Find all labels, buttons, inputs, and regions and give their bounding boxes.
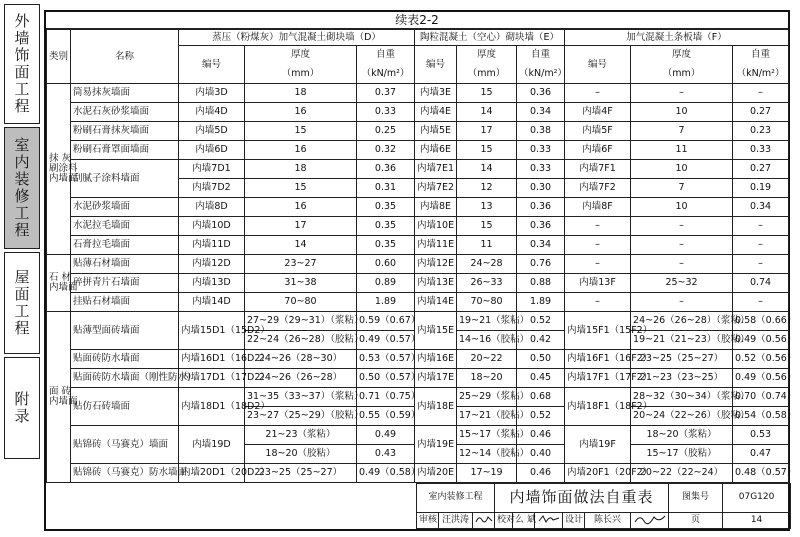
table-cell: – xyxy=(733,255,789,274)
table-cell: 内墙20E xyxy=(415,464,457,483)
table-cell: 0.40 xyxy=(517,445,565,464)
table-cell: 0.46 xyxy=(517,464,565,483)
table-cell: 10 xyxy=(631,198,733,217)
table-cell: 24~26（26~28）（浆粘） xyxy=(631,312,733,331)
row-name: 水泥拉毛墙面 xyxy=(71,217,179,236)
table-cell: 0.36 xyxy=(357,160,415,179)
table-cell: – xyxy=(631,236,733,255)
table-cell: 内墙13F xyxy=(565,274,631,293)
table-cell: – xyxy=(565,217,631,236)
row-name: 贴锦砖（马赛克）墙面 xyxy=(71,426,179,464)
header-thickness-d: 厚度 （mm） xyxy=(245,46,357,84)
table-cell: 内墙7E1 xyxy=(415,160,457,179)
table-cell: 内墙20F1（20F2） xyxy=(565,464,631,483)
table-cell: 0.43 xyxy=(357,445,415,464)
table-cell: 10 xyxy=(631,160,733,179)
table-cell: 内墙19D xyxy=(179,426,245,464)
table-cell: 内墙8E xyxy=(415,198,457,217)
tb-review-label: 审核 xyxy=(417,512,439,528)
tb-check-signature xyxy=(535,512,563,528)
table-cell: 0.27 xyxy=(733,160,789,179)
table-cell: 内墙7D1 xyxy=(179,160,245,179)
table-cell: 7 xyxy=(631,179,733,198)
table-cell: 0.42 xyxy=(517,331,565,350)
table-cell: 0.27 xyxy=(733,103,789,122)
side-tab-appendix[interactable] xyxy=(4,357,40,459)
table-cell: 0.53（0.57） xyxy=(357,350,415,369)
side-tab-label: 附录 xyxy=(12,391,31,425)
table-cell: 24~26（28~30） xyxy=(245,350,357,369)
table-cell: 0.52 xyxy=(517,312,565,331)
table-cell: 23~25（25~27） xyxy=(631,350,733,369)
table-cell: – xyxy=(565,84,631,103)
table-cell: 内墙8D xyxy=(179,198,245,217)
tb-page-label: 页 xyxy=(669,512,723,528)
table-row xyxy=(47,350,789,369)
table-cell: 0.31 xyxy=(357,179,415,198)
table-cell: 内墙11D xyxy=(179,236,245,255)
header-group-e: 陶粒混凝土（空心）砌块墙（E） xyxy=(415,30,565,46)
table-cell: 24~28 xyxy=(457,255,517,274)
table-cell: 28~32（30~34）（浆粘） xyxy=(631,388,733,407)
table-cell: 70~80 xyxy=(457,293,517,312)
table-cell: 0.60 xyxy=(357,255,415,274)
table-row xyxy=(47,464,789,483)
table-cell: 0.33 xyxy=(517,141,565,160)
table-cell: 内墙7F1 xyxy=(565,160,631,179)
table-cell: 15~17（胶粘） xyxy=(631,445,733,464)
header-thickness-e: 厚度 （mm） xyxy=(457,46,517,84)
tb-check-label: 校对 xyxy=(495,512,513,528)
table-cell: 内墙16E xyxy=(415,350,457,369)
table-cell: 0.33 xyxy=(357,103,415,122)
table-cell: 内墙4E xyxy=(415,103,457,122)
table-cell: 内墙20D1（20D2） xyxy=(179,464,245,483)
table-cell: 0.35 xyxy=(357,217,415,236)
table-row xyxy=(47,160,789,179)
table-row xyxy=(47,236,789,255)
table-cell: 内墙15E xyxy=(415,312,457,350)
table-cell: 0.35 xyxy=(357,198,415,217)
tb-reviewer: 汪洪涛 xyxy=(439,512,473,528)
table-cell: 内墙18F1（18F2） xyxy=(565,388,631,426)
table-cell: 0.33 xyxy=(517,160,565,179)
table-cell: 0.54（0.58） xyxy=(733,407,789,426)
table-cell: 15 xyxy=(245,179,357,198)
table-cell: 内墙6F xyxy=(565,141,631,160)
table-cell: 0.89 xyxy=(357,274,415,293)
category-stone: 石 材 内墙面 xyxy=(47,255,71,312)
weight-table xyxy=(46,29,797,483)
category-tile: 面 砖 内墙面 xyxy=(47,312,71,483)
side-tab-label: 外墙饰面工程 xyxy=(12,13,31,115)
table-row xyxy=(47,312,789,331)
table-cell: 内墙4F xyxy=(565,103,631,122)
table-cell: 内墙11E xyxy=(415,236,457,255)
table-cell: 11 xyxy=(457,236,517,255)
table-cell: 17~19 xyxy=(457,464,517,483)
table-cell: 内墙17F1（17F2） xyxy=(565,369,631,388)
table-cell: 0.88 xyxy=(517,274,565,293)
table-cell: 16 xyxy=(245,198,357,217)
table-cell: 内墙14E xyxy=(415,293,457,312)
row-name: 贴面砖防水墙面 xyxy=(71,350,179,369)
table-cell: 0.49（0.57） xyxy=(357,331,415,350)
table-cell: – xyxy=(733,217,789,236)
row-name: 挂贴石材墙面 xyxy=(71,293,179,312)
table-cell: 17 xyxy=(457,122,517,141)
table-caption: 续表2-2 xyxy=(46,12,788,29)
table-cell: 15 xyxy=(245,122,357,141)
table-cell: 0.68 xyxy=(517,388,565,407)
table-cell: 0.74 xyxy=(733,274,789,293)
tb-title: 内墙饰面做法自重表 xyxy=(495,484,669,513)
table-cell: 内墙17D1（17D2） xyxy=(179,369,245,388)
table-cell: 0.50 xyxy=(517,350,565,369)
table-cell: – xyxy=(631,84,733,103)
table-cell: 16 xyxy=(245,141,357,160)
table-cell: 23~27 xyxy=(245,255,357,274)
table-cell: 内墙15F1（15F2） xyxy=(565,312,631,350)
table-cell: 0.58（0.66） xyxy=(733,312,789,331)
table-cell: 16 xyxy=(245,103,357,122)
row-name: 贴仿石砖墙面 xyxy=(71,388,179,426)
table-row xyxy=(47,369,789,388)
table-cell: 18~20（浆粘） xyxy=(631,426,733,445)
row-name: 粉刷石膏罩面墙面 xyxy=(71,141,179,160)
tb-design-signature xyxy=(631,512,669,528)
table-cell: 0.49（0.56） xyxy=(733,331,789,350)
table-cell: 23~27（25~29）（胶粘） xyxy=(245,407,357,426)
table-row xyxy=(47,293,789,312)
table-cell: 20~22 xyxy=(457,350,517,369)
table-cell: 70~80 xyxy=(245,293,357,312)
table-cell: 0.34 xyxy=(517,103,565,122)
table-cell: 内墙7D2 xyxy=(179,179,245,198)
table-cell: 20~22（22~24） xyxy=(631,464,733,483)
table-cell: 内墙16D1（16D2） xyxy=(179,350,245,369)
table-cell: 内墙13E xyxy=(415,274,457,293)
row-name: 贴薄型面砖墙面 xyxy=(71,312,179,350)
table-cell: 内墙18D1（18D2） xyxy=(179,388,245,426)
table-cell: 19~21（浆粘） xyxy=(457,312,517,331)
table-cell: – xyxy=(631,293,733,312)
row-name: 石膏拉毛墙面 xyxy=(71,236,179,255)
header-category: 类别 xyxy=(47,30,71,84)
table-cell: 内墙7F2 xyxy=(565,179,631,198)
table-cell: 0.53 xyxy=(733,426,789,445)
table-cell: 内墙3E xyxy=(415,84,457,103)
table-cell: 21~23（浆粘） xyxy=(245,426,357,445)
table-cell: 21~23（23~25） xyxy=(631,369,733,388)
table-cell: 0.71（0.75） xyxy=(357,388,415,407)
title-block xyxy=(416,483,790,529)
row-name: 水泥石灰砂浆墙面 xyxy=(71,103,179,122)
tb-review-signature xyxy=(473,512,495,528)
table-cell: 7 xyxy=(631,122,733,141)
table-cell: 0.47 xyxy=(733,445,789,464)
table-cell: 31~38 xyxy=(245,274,357,293)
table-row xyxy=(47,198,789,217)
header-weight-e: 自重 （kN/m²） xyxy=(517,46,565,84)
table-cell: 0.33 xyxy=(733,141,789,160)
table-cell: 内墙10E xyxy=(415,217,457,236)
table-cell: 0.46 xyxy=(517,426,565,445)
table-cell: 20~24（22~26）（胶粘） xyxy=(631,407,733,426)
table-cell: 10 xyxy=(631,103,733,122)
table-cell: 0.70（0.74） xyxy=(733,388,789,407)
tb-designer: 陈长兴 xyxy=(585,512,631,528)
row-name: 贴面砖防水墙面（刚性防水） xyxy=(71,369,179,388)
table-cell: 0.37 xyxy=(357,84,415,103)
table-cell: 内墙14D xyxy=(179,293,245,312)
side-tab-roof[interactable] xyxy=(4,252,40,354)
table-cell: 内墙5E xyxy=(415,122,457,141)
header-weight-f: 自重 （kN/m²） xyxy=(733,46,789,84)
category-plaster: 抹 灰 刷涂料 内墙面 xyxy=(47,84,71,255)
table-cell: 0.76 xyxy=(517,255,565,274)
table-cell: 内墙19F xyxy=(565,426,631,464)
table-cell: – xyxy=(733,293,789,312)
row-name: 刮腻子涂料墙面 xyxy=(71,160,179,198)
table-row xyxy=(47,103,789,122)
table-cell: 15~17（浆粘） xyxy=(457,426,517,445)
header-group-d: 蒸压（粉煤灰）加气混凝土砌块墙（D） xyxy=(179,30,415,46)
header-thickness-f: 厚度 （mm） xyxy=(631,46,733,84)
tb-checker: 么 斌 xyxy=(513,512,535,528)
table-row xyxy=(47,426,789,445)
table-cell: 19~21（21~23）（胶粘） xyxy=(631,331,733,350)
table-cell: 0.49 xyxy=(357,426,415,445)
table-cell: 内墙12E xyxy=(415,255,457,274)
table-cell: 0.45 xyxy=(517,369,565,388)
table-cell: 14 xyxy=(457,160,517,179)
side-index xyxy=(0,0,44,537)
table-row xyxy=(47,217,789,236)
table-cell: 17 xyxy=(245,217,357,236)
table-cell: 内墙8F xyxy=(565,198,631,217)
table-row xyxy=(47,388,789,407)
table-cell: – xyxy=(733,84,789,103)
table-row xyxy=(47,30,789,46)
table-cell: 0.19 xyxy=(733,179,789,198)
table-row xyxy=(47,255,789,274)
table-cell: 内墙3D xyxy=(179,84,245,103)
header-code-e: 编号 xyxy=(415,46,457,84)
table-row xyxy=(47,84,789,103)
table-cell: 0.48（0.57） xyxy=(733,464,789,483)
table-row xyxy=(47,122,789,141)
table-cell: 31~35（33~37）（浆粘） xyxy=(245,388,357,407)
table-cell: 15 xyxy=(457,217,517,236)
table-cell: 15 xyxy=(457,141,517,160)
table-cell: 内墙5D xyxy=(179,122,245,141)
table-cell: – xyxy=(631,255,733,274)
table-cell: 内墙17E xyxy=(415,369,457,388)
table-cell: 11 xyxy=(631,141,733,160)
table-cell: 15 xyxy=(457,84,517,103)
row-name: 贴锦砖（马赛克）防水墙面 xyxy=(71,464,179,483)
header-name: 名称 xyxy=(71,30,179,84)
table-cell: 12 xyxy=(457,179,517,198)
table-cell: 内墙7E2 xyxy=(415,179,457,198)
table-cell: 14 xyxy=(245,236,357,255)
row-name: 碎拼青片石墙面 xyxy=(71,274,179,293)
weight-table-sheet xyxy=(44,10,797,531)
table-cell: 内墙6D xyxy=(179,141,245,160)
table-cell: 内墙19E xyxy=(415,426,457,464)
table-cell: 1.89 xyxy=(357,293,415,312)
table-cell: 24~26（26~28） xyxy=(245,369,357,388)
table-cell: – xyxy=(565,236,631,255)
table-cell: 0.30 xyxy=(517,179,565,198)
header-code-f: 编号 xyxy=(565,46,631,84)
table-cell: 18 xyxy=(245,84,357,103)
table-cell: 0.50（0.57） xyxy=(357,369,415,388)
row-name: 粉刷石膏抹灰墙面 xyxy=(71,122,179,141)
table-cell: 0.55（0.59） xyxy=(357,407,415,426)
table-cell: – xyxy=(733,236,789,255)
table-cell: 14~16（胶粘） xyxy=(457,331,517,350)
table-cell: 18~20（胶粘） xyxy=(245,445,357,464)
header-weight-d: 自重 （kN/m²） xyxy=(357,46,415,84)
row-name: 贴薄石材墙面 xyxy=(71,255,179,274)
table-cell: 22~24（26~28）（胶粘） xyxy=(245,331,357,350)
table-cell: 内墙6E xyxy=(415,141,457,160)
table-cell: 0.38 xyxy=(517,122,565,141)
table-cell: 12~14（胶粘） xyxy=(457,445,517,464)
row-name: 水泥砂浆墙面 xyxy=(71,198,179,217)
table-cell: 0.52 xyxy=(517,407,565,426)
table-cell: 0.36 xyxy=(517,198,565,217)
table-cell: 0.32 xyxy=(357,141,415,160)
tb-section: 室内装修工程 xyxy=(417,484,495,513)
side-tab-label: 屋面工程 xyxy=(12,269,31,337)
table-cell: 18~20 xyxy=(457,369,517,388)
side-tab-interior[interactable] xyxy=(4,127,40,249)
side-tab-label: 室内装修工程 xyxy=(12,137,31,239)
table-cell: 内墙15D1（15D2） xyxy=(179,312,245,350)
table-cell: 0.36 xyxy=(517,217,565,236)
table-cell: 14 xyxy=(457,103,517,122)
table-cell: 25~32 xyxy=(631,274,733,293)
table-cell: – xyxy=(565,293,631,312)
table-row xyxy=(47,141,789,160)
table-cell: 内墙12D xyxy=(179,255,245,274)
table-cell: 25~29（浆粘） xyxy=(457,388,517,407)
table-cell: 内墙16F1（16F2） xyxy=(565,350,631,369)
table-cell: 18 xyxy=(245,160,357,179)
table-cell: 1.89 xyxy=(517,293,565,312)
table-row xyxy=(47,274,789,293)
table-cell: – xyxy=(565,255,631,274)
table-cell: 0.49（0.58） xyxy=(357,464,415,483)
table-cell: 26~33 xyxy=(457,274,517,293)
table-cell: 0.34 xyxy=(517,236,565,255)
table-cell: 0.52（0.56） xyxy=(733,350,789,369)
table-cell: 0.35 xyxy=(357,236,415,255)
tb-atlas-no: 07G120 xyxy=(723,484,791,513)
table-cell: 内墙18E xyxy=(415,388,457,426)
table-cell: 内墙5F xyxy=(565,122,631,141)
table-cell: 0.59（0.67） xyxy=(357,312,415,331)
table-cell: 13 xyxy=(457,198,517,217)
tb-design-label: 设计 xyxy=(563,512,585,528)
table-cell: 内墙13D xyxy=(179,274,245,293)
table-cell: 0.36 xyxy=(517,84,565,103)
table-cell: 23~25（25~27） xyxy=(245,464,357,483)
header-code-d: 编号 xyxy=(179,46,245,84)
table-cell: 内墙4D xyxy=(179,103,245,122)
table-cell: 27~29（29~31）（浆粘） xyxy=(245,312,357,331)
table-cell: – xyxy=(631,217,733,236)
table-cell: 0.25 xyxy=(357,122,415,141)
table-cell: 0.49（0.56） xyxy=(733,369,789,388)
table-cell: 内墙10D xyxy=(179,217,245,236)
table-cell: 0.23 xyxy=(733,122,789,141)
side-tab-exterior[interactable] xyxy=(4,4,40,124)
table-cell: 0.34 xyxy=(733,198,789,217)
header-group-f: 加气混凝土条板墙（F） xyxy=(565,30,789,46)
tb-page-no: 14 xyxy=(723,512,791,528)
tb-atlas-label: 图集号 xyxy=(669,484,723,513)
row-name: 筒易抹灰墙面 xyxy=(71,84,179,103)
table-cell: 17~21（胶粘） xyxy=(457,407,517,426)
